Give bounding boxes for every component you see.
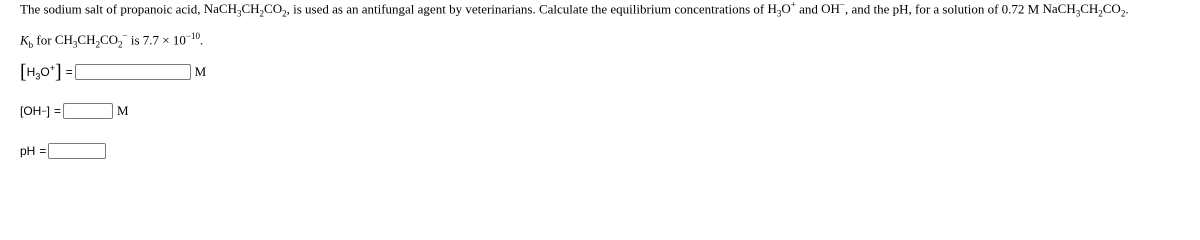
oh-equals: =	[53, 104, 61, 118]
h3o-unit: M	[194, 64, 207, 79]
question-middle: , is used as an antifungal agent by veterinarians. Calculate the equilibrium concentrations of	[286, 1, 768, 17]
ph-equals: =	[39, 144, 47, 158]
kb-symbol: K	[20, 32, 29, 48]
kb-subscript: b	[28, 39, 34, 50]
question-and: and	[795, 1, 822, 17]
ph-label: pH	[20, 144, 36, 158]
h3o-row	[20, 62, 206, 82]
oh-input[interactable]	[63, 103, 113, 119]
formula-nach3ch2co2-2: $NaCH_3CH_2CO_2$	[1042, 1, 1126, 19]
oh-label: [OH − ]	[20, 104, 50, 118]
formula-oh: OH−	[821, 0, 845, 17]
question-period: .	[1125, 1, 1129, 17]
kb-period: .	[199, 32, 204, 48]
h3o-label: [ $H_3O^+$ ]	[20, 61, 62, 83]
formula-h3o: $H_3O^+$	[767, 0, 796, 19]
h3o-input[interactable]	[75, 64, 191, 80]
question-intro: The sodium salt of propanoic acid,	[20, 1, 204, 17]
kb-value: is 7.7 × 10	[127, 32, 186, 48]
ph-row	[20, 143, 106, 159]
question-end: , and the pH, for a solution of 0.72 M	[844, 1, 1043, 17]
oh-unit: M	[116, 103, 129, 118]
h3o-equals: =	[65, 65, 73, 79]
formula-nach3ch2co2: $NaCH_3CH_2CO_2$	[203, 1, 287, 19]
kb-for: for	[33, 32, 55, 48]
kb-text	[20, 31, 203, 50]
formula-propanoate: $CH_3CH_2CO_2^-$	[54, 31, 128, 50]
ph-input[interactable]	[48, 143, 106, 159]
h3o-close-bracket: ]	[54, 61, 62, 83]
question-text	[20, 0, 1129, 19]
oh-row	[20, 103, 129, 119]
kb-exponent: −10	[185, 31, 200, 41]
h3o-open-bracket: [	[20, 61, 27, 83]
